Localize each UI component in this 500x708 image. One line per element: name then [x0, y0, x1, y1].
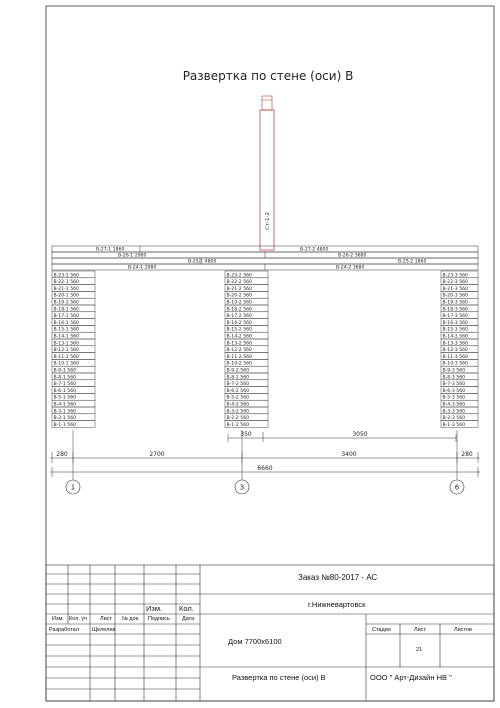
top-log-label: В-27-2 4800: [300, 247, 329, 253]
author-name: Щелелев: [92, 627, 116, 633]
title-block: [46, 565, 494, 701]
post-label: Ст-1-2: [265, 211, 271, 230]
column-log-label: В-2-2 560: [226, 416, 250, 422]
column-log-label: В-5-2 560: [226, 395, 250, 401]
post-cap: [262, 96, 272, 110]
column-log-label: В-10-2 560: [226, 361, 252, 367]
column-log-label: В-1-3 560: [442, 422, 466, 428]
column-log-label: В-8-2 560: [226, 375, 250, 381]
column-log-label: В-22-1 560: [53, 280, 79, 286]
column-log-label: В-19-1 560: [53, 300, 79, 306]
column-log-label: В-17-1 560: [53, 314, 79, 320]
column-log-label: В-23-1 560: [53, 273, 79, 279]
column-log-label: В-20-2 560: [226, 293, 252, 299]
dim-opening-width: 3050: [352, 431, 368, 438]
column-log-label: В-9-3 560: [442, 368, 466, 374]
house: Дом 7700х6100: [228, 637, 282, 646]
column-log-label: В-18-1 560: [53, 307, 79, 313]
dim-opening-left: 350: [240, 431, 252, 438]
column-log-label: В-13-2 560: [226, 341, 252, 347]
stadia-label: Стадия: [372, 627, 391, 633]
column-log-label: В-22-2 560: [226, 280, 252, 286]
column-log-label: В-7-1 560: [53, 382, 77, 388]
column-log-label: В-22-3 560: [442, 280, 468, 286]
column-log-label: В-18-3 560: [442, 307, 468, 313]
column-log-label: В-6-3 560: [442, 388, 466, 394]
top-log-label: В-26-1 2980: [118, 253, 147, 259]
column-log-label: В-23-3 560: [442, 273, 468, 279]
column-log-label: В-9-2 560: [226, 368, 250, 374]
column-log-label: В-2-3 560: [442, 416, 466, 422]
sheet-title: Развертка по стене (оси) В: [232, 673, 326, 682]
column-log-label: В-11-3 560: [442, 354, 468, 360]
column-log-label: В-7-2 560: [226, 382, 250, 388]
column-log-label: В-14-1 560: [53, 334, 79, 340]
column-log-label: В-7-3 560: [442, 382, 466, 388]
column-log-label: В-6-1 560: [53, 388, 77, 394]
sheet-number: 21: [416, 647, 423, 653]
log-columns: [52, 271, 478, 428]
column-log-label: В-4-3 560: [442, 402, 466, 408]
column-log-label: В-2-1 560: [53, 416, 77, 422]
column-log-label: В-17-2 560: [226, 314, 252, 320]
top-log-label: В-25-2 1860: [398, 259, 427, 265]
column-log-label: В-3-3 560: [442, 409, 466, 415]
column-log-label: В-12-1 560: [53, 348, 79, 354]
column-log-label: В-4-2 560: [226, 402, 250, 408]
column-log-label: В-10-1 560: [53, 361, 79, 367]
listov-label: Листов: [454, 627, 472, 633]
column-log-label: В-9-1 560: [53, 368, 77, 374]
col-koluch: Кол. уч: [69, 616, 88, 622]
dimension-texts: [56, 431, 473, 472]
column-log-label: В-4-1 560: [53, 402, 77, 408]
dim-row1-d: 280: [461, 451, 473, 458]
column-log-label: В-19-2 560: [226, 300, 252, 306]
top-log-label: В-24-1 2980: [128, 265, 157, 271]
column-log-label: В-18-2 560: [226, 307, 252, 313]
order-number: Заказ №80-2017 - АС: [298, 573, 378, 582]
axis-label-1: 1: [70, 483, 76, 492]
column-log-label: В-14-3 560: [442, 334, 468, 340]
column-log-label: В-21-2 560: [226, 286, 252, 292]
column-log-label: В-16-3 560: [442, 320, 468, 326]
column-log-label: В-16-2 560: [226, 320, 252, 326]
list-label: Лист: [414, 627, 426, 633]
column-log-label: В-11-1 560: [53, 354, 79, 360]
vertical-post: [260, 96, 274, 250]
column-log-label: В-15-3 560: [442, 327, 468, 333]
company: ООО " Арт-Дизайн НВ ": [370, 673, 452, 682]
col-izm: Изм.: [52, 616, 64, 622]
drawing-title: Развертка по стене (оси) В: [182, 69, 354, 83]
col-list: Лист: [100, 616, 112, 622]
top-log-label: В-25-1 4800: [188, 259, 217, 265]
col-kol-big: Кол.: [179, 604, 194, 613]
column-log-label: В-3-2 560: [226, 409, 250, 415]
column-log-label: В-8-1 560: [53, 375, 77, 381]
column-log-label: В-14-2 560: [226, 334, 252, 340]
column-log-label: В-16-1 560: [53, 320, 79, 326]
column-log-label: В-5-1 560: [53, 395, 77, 401]
column-log-label: В-12-3 560: [442, 348, 468, 354]
column-log-label: В-23-2 560: [226, 273, 252, 279]
column-log-label: В-21-3 560: [442, 286, 468, 292]
top-log-label: В-24-2 3680: [336, 265, 365, 271]
city: г.Нижневартовск: [308, 600, 366, 609]
column-log-label: В-1-1 560: [53, 422, 77, 428]
column-log-label: В-13-3 560: [442, 341, 468, 347]
column-log-label: В-19-3 560: [442, 300, 468, 306]
razrabotal-label: Разработал: [49, 627, 79, 633]
column-log-label: В-6-2 560: [226, 388, 250, 394]
column-log-label: В-20-1 560: [53, 293, 79, 299]
column-log-label: В-20-3 560: [442, 293, 468, 299]
axis-label-6: 6: [454, 483, 460, 492]
top-log-label: В-26-2 3680: [338, 253, 367, 259]
column-log-label: В-17-3 560: [442, 314, 468, 320]
axis-markers: [66, 480, 464, 494]
dim-total: 6660: [257, 465, 273, 472]
col-ndok: № док.: [122, 616, 140, 622]
dim-row1-c: 3400: [341, 451, 357, 458]
column-log-label: В-1-2 560: [226, 422, 250, 428]
col-podpis: Подпись: [148, 616, 170, 622]
column-log-label: В-15-2 560: [226, 327, 252, 333]
column-log-label: В-11-2 560: [226, 354, 252, 360]
column-log-label: В-3-1 560: [53, 409, 77, 415]
column-log-label: В-10-3 560: [442, 361, 468, 367]
axis-label-3: 3: [239, 483, 245, 492]
top-log-label: В-27-1 1860: [96, 247, 125, 253]
column-log-label: В-12-2 560: [226, 348, 252, 354]
column-log-label: В-8-3 560: [442, 375, 466, 381]
column-log-label: В-5-3 560: [442, 395, 466, 401]
dim-row1-a: 280: [56, 451, 68, 458]
dimensions: [50, 430, 480, 480]
col-data: Дата: [182, 616, 195, 622]
column-log-label: В-21-1 560: [53, 286, 79, 292]
dim-row1-b: 2700: [149, 451, 165, 458]
column-log-label: В-13-1 560: [53, 341, 79, 347]
column-log-label: В-15-1 560: [53, 327, 79, 333]
col-izm-big: Изм.: [146, 604, 163, 613]
